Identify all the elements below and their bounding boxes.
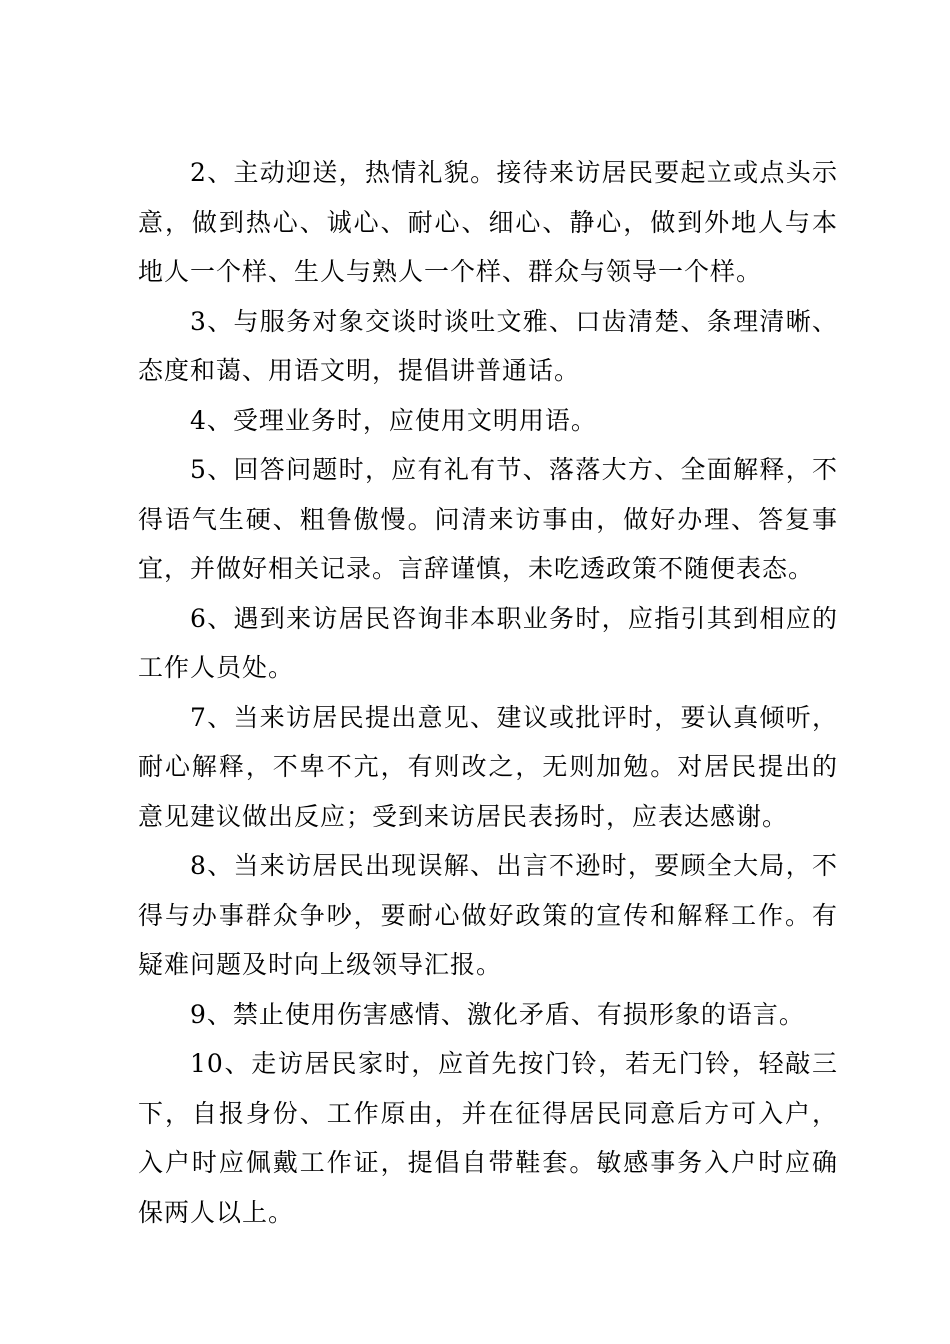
- paragraph-item-4: 4、受理业务时，应使用文明用语。: [190, 405, 597, 435]
- paragraph-item-6: 6、遇到来访居民咨询非本职业务时，应指引其到相应的工作人员处。: [138, 603, 838, 682]
- paragraph-item-5: 5、回答问题时，应有礼有节、落落大方、全面解释，不得语气生硬、粗鲁傲慢。问清来访事由，做好办理、答复事宜，并做好相关记录。言辞谨慎，未吃透政策不随便表态。: [138, 455, 838, 583]
- paragraph-item-8: 8、当来访居民出现误解、出言不逊时，要顾全大局，不得与办事群众争吵，要耐心做好政策的宣传和解释工作。有疑难问题及时向上级领导汇报。: [138, 851, 838, 979]
- paragraph-item-7: 7、当来访居民提出意见、建议或批评时，要认真倾听，耐心解释，不卑不亢，有则改之，无则加勉。对居民提出的意见建议做出反应；受到来访居民表扬时，应表达感谢。: [138, 702, 838, 831]
- paragraph-item-2: 2、主动迎送，热情礼貌。接待来访居民要起立或点头示意，做到热心、诚心、耐心、细心、静心，做到外地人与本地人一个样、生人与熟人一个样、群众与领导一个样。: [138, 158, 838, 286]
- document-body: [138, 148, 838, 1237]
- paragraph-item-10: 10、走访居民家时，应首先按门铃，若无门铃，轻敲三下，自报身份、工作原由，并在征得居民同意后方可入户，入户时应佩戴工作证，提倡自带鞋套。敏感事务入户时应确保两人以上。: [138, 1049, 838, 1227]
- paragraph-item-3: 3、与服务对象交谈时谈吐文雅、口齿清楚、条理清晰、态度和蔼、用语文明，提倡讲普通话。: [138, 306, 838, 385]
- paragraph-item-9: 9、禁止使用伤害感情、激化矛盾、有损形象的语言。: [190, 999, 805, 1029]
